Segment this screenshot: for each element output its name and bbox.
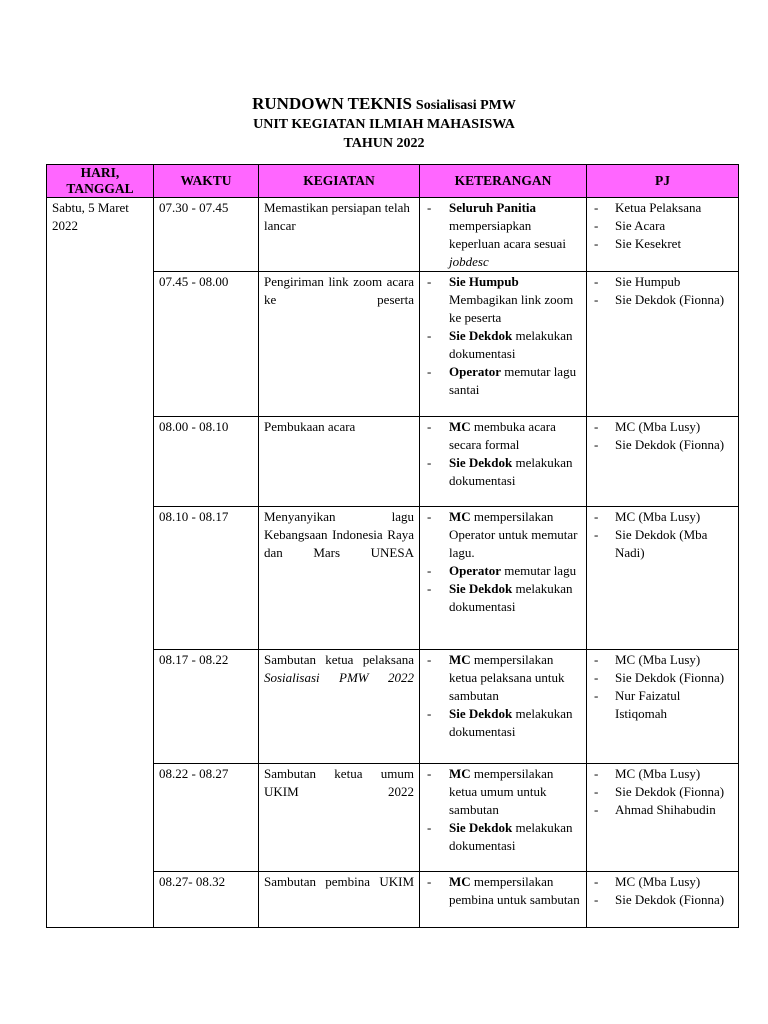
pj-item: - Sie Dekdok (Fionna) [592, 291, 733, 309]
notes-cell [420, 417, 587, 507]
note-item: - MC membuka acara secara formal [425, 418, 581, 454]
document-header [0, 94, 768, 153]
note-item: - Sie Dekdok melakukan dokumentasi [425, 705, 581, 741]
pj-item: - Ketua Pelaksana [592, 199, 733, 217]
pj-cell [587, 650, 739, 764]
pj-item: - Sie Dekdok (Fionna) [592, 669, 733, 687]
pj-item: - Sie Dekdok (Fionna) [592, 783, 733, 801]
time-cell: 08.27- 08.32 [154, 872, 259, 928]
pj-item: - MC (Mba Lusy) [592, 873, 733, 891]
note-item: - MC mempersilakan ketua umum untuk sambutan [425, 765, 581, 819]
time-cell: 08.17 - 08.22 [154, 650, 259, 764]
pj-cell [587, 272, 739, 417]
notes-cell [420, 872, 587, 928]
pj-cell [587, 872, 739, 928]
header-day: HARI, TANGGAL [47, 165, 154, 198]
activity-cell: Sambutan ketua umum UKIM 2022 [259, 764, 420, 872]
pj-cell [587, 507, 739, 650]
pj-item: - Sie Dekdok (Fionna) [592, 891, 733, 909]
activity-cell: Sambutan ketua pelaksana Sosialisasi PMW 2022 [259, 650, 420, 764]
activity-cell: Memastikan persiapan telah lancar [259, 198, 420, 272]
pj-item: - Sie Kesekret [592, 235, 733, 253]
time-cell: 08.00 - 08.10 [154, 417, 259, 507]
note-item: - Sie Dekdok melakukan dokumentasi [425, 454, 581, 490]
time-cell: 08.22 - 08.27 [154, 764, 259, 872]
time-cell: 08.10 - 08.17 [154, 507, 259, 650]
year-line: TAHUN 2022 [343, 136, 425, 151]
notes-cell [420, 650, 587, 764]
note-item: - Operator memutar lagu [425, 562, 581, 580]
title-line [0, 94, 768, 115]
pj-item: - Nur Faizatul Istiqomah [592, 687, 733, 723]
note-item: - Sie Dekdok melakukan dokumentasi [425, 327, 581, 363]
pj-item: - MC (Mba Lusy) [592, 418, 733, 436]
pj-item: - Ahmad Shihabudin [592, 801, 733, 819]
note-item: - Sie Dekdok melakukan dokumentasi [425, 580, 581, 616]
notes-cell [420, 198, 587, 272]
table-row [47, 198, 739, 272]
title-main: RUNDOWN TEKNIS [252, 94, 412, 113]
header-time: WAKTU [154, 165, 259, 198]
header-pj: PJ [587, 165, 739, 198]
notes-cell [420, 507, 587, 650]
day-cell: Sabtu, 5 Maret 2022 [47, 198, 154, 928]
pj-item: - Sie Dekdok (Mba Nadi) [592, 526, 733, 562]
activity-cell: Menyanyikan lagu Kebangsaan Indonesia Raya dan Mars UNESA [259, 507, 420, 650]
title-sub: Sosialisasi PMW [415, 98, 516, 113]
time-cell: 07.45 - 08.00 [154, 272, 259, 417]
header-notes: KETERANGAN [420, 165, 587, 198]
note-item: - MC mempersilakan Operator untuk memutar lagu. [425, 508, 581, 562]
note-item: - Seluruh Panitia mempersiapkan keperluan acara sesuai jobdesc [425, 199, 581, 271]
notes-cell [420, 272, 587, 417]
org-name: UNIT KEGIATAN ILMIAH MAHASISWA [253, 117, 515, 132]
header-activity: KEGIATAN [259, 165, 420, 198]
notes-cell [420, 764, 587, 872]
note-item: - MC mempersilakan ketua pelaksana untuk sambutan [425, 651, 581, 705]
rundown-table [46, 164, 739, 928]
pj-item: - Sie Dekdok (Fionna) [592, 436, 733, 454]
note-item: - Sie Dekdok melakukan dokumentasi [425, 819, 581, 855]
note-item: - Sie Humpub Membagikan link zoom ke peserta [425, 273, 581, 327]
activity-cell: Pengiriman link zoom acara ke peserta [259, 272, 420, 417]
pj-item: - MC (Mba Lusy) [592, 765, 733, 783]
time-cell: 07.30 - 07.45 [154, 198, 259, 272]
pj-item: - MC (Mba Lusy) [592, 508, 733, 526]
note-item: - MC mempersilakan pembina untuk sambutan [425, 873, 581, 909]
pj-item: - Sie Acara [592, 217, 733, 235]
activity-cell: Sambutan pembina UKIM [259, 872, 420, 928]
pj-item: - Sie Humpub [592, 273, 733, 291]
activity-cell: Pembukaan acara [259, 417, 420, 507]
pj-cell [587, 417, 739, 507]
pj-cell [587, 764, 739, 872]
pj-item: - MC (Mba Lusy) [592, 651, 733, 669]
note-item: - Operator memutar lagu santai [425, 363, 581, 399]
table-header-row [47, 165, 739, 198]
pj-cell [587, 198, 739, 272]
